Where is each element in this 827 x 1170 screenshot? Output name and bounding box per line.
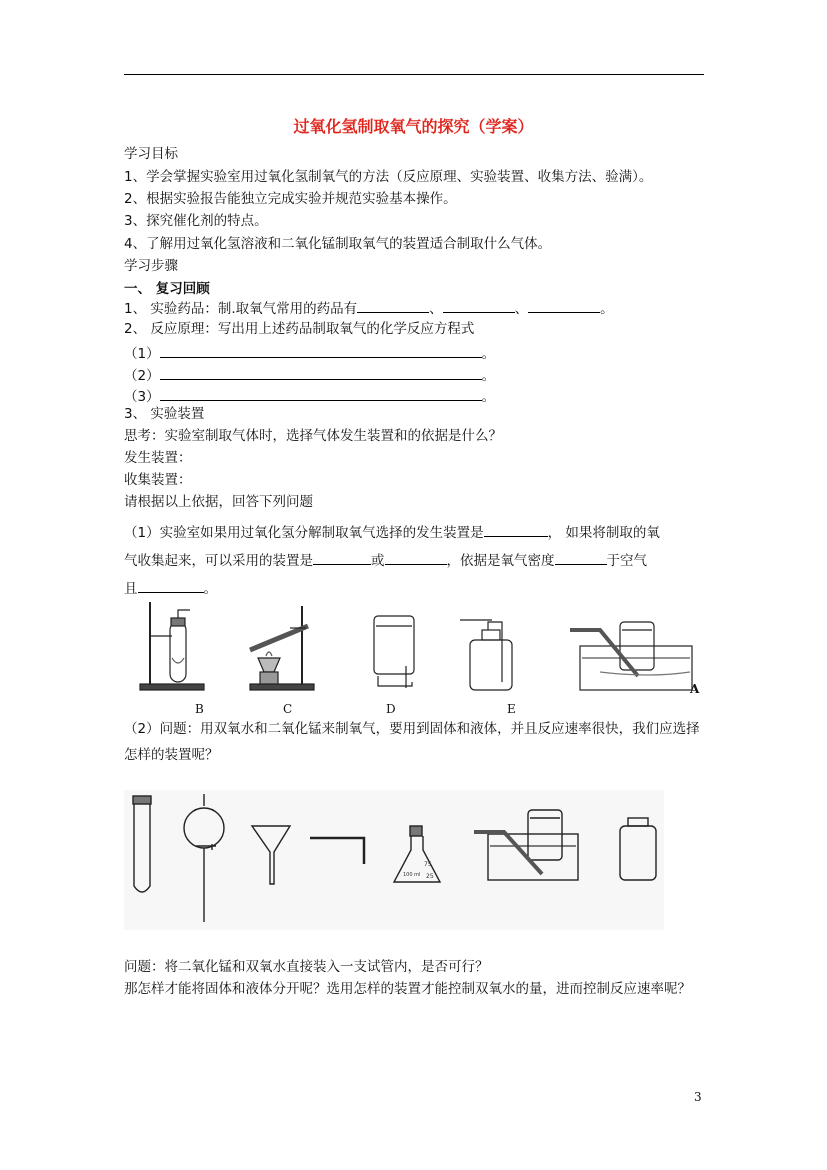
- equation-3-blank[interactable]: [160, 386, 482, 401]
- q1-blank-collector-2[interactable]: [385, 550, 447, 565]
- goal-1: 1、学会掌握实验室用过氧化氢制氧气的方法（反应原理、实验装置、收集方法、验满）。: [124, 169, 653, 185]
- device-label-e: E: [507, 702, 516, 716]
- steps-heading: 学习步骤: [124, 258, 178, 274]
- equation-1-blank[interactable]: [160, 343, 482, 358]
- question-3: 问题：将二氧化锰和双氧水直接装入一支试管内，是否可行？: [124, 959, 489, 975]
- equation-2-blank[interactable]: [160, 365, 482, 380]
- drug-end: 。: [600, 301, 614, 317]
- apparatus-figure-1: [130, 596, 710, 702]
- q1-blank-generator[interactable]: [484, 522, 548, 537]
- equation-3-number: （3）: [124, 389, 160, 405]
- question-4: 那怎样才能将固体和液体分开呢？选用怎样的装置才能控制双氧水的量，进而控制反应速率呢？: [124, 981, 691, 997]
- goals-heading: 学习目标: [124, 146, 178, 162]
- q1-blank-collector-1[interactable]: [313, 550, 371, 565]
- generation-device: 发生装置：: [124, 450, 192, 466]
- q1-text-7: 且: [124, 581, 138, 597]
- collection-device: 收集装置：: [124, 472, 192, 488]
- drug-blank-1[interactable]: [357, 298, 429, 313]
- equation-3: [124, 386, 495, 406]
- q1-blank-density[interactable]: [555, 550, 607, 565]
- equation-1: [124, 343, 495, 363]
- q1-text-1: （1）实验室如果用过氧化氢分解制取氧气选择的发生装置是: [124, 525, 484, 541]
- flask-mark-100ml: 100 ml: [403, 872, 421, 878]
- header-rule: [124, 74, 704, 75]
- question-1-line-2: [124, 550, 647, 570]
- drug-sep-2: 、: [514, 301, 529, 317]
- device-label-b: B: [195, 702, 204, 716]
- question-1-line-3: [124, 578, 217, 598]
- q1-text-2: ， 如果将制取的氧: [547, 525, 660, 541]
- device-label-d: D: [386, 702, 396, 716]
- q1-text-4: 或: [371, 553, 385, 569]
- principle-label: 2、 反应原理：写出用上述药品制取氧气的化学反应方程式: [124, 321, 475, 337]
- equation-2-number: （2）: [124, 368, 160, 384]
- q1-text-8: 。: [203, 581, 217, 597]
- q1-text-6: 于空气: [606, 553, 647, 569]
- q1-blank-property[interactable]: [138, 578, 204, 593]
- equation-2-end: 。: [481, 368, 496, 384]
- apparatus-figure-2: [124, 790, 664, 930]
- goal-3: 3、探究催化剂的特点。: [124, 213, 268, 229]
- instruction: 请根据以上依据，回答下列问题: [124, 494, 313, 510]
- question-2: （2）问题：用双氧水和二氧化锰来制氧气，要用到固体和液体，并且反应速率很快，我们应选择怎样的装置呢？: [124, 721, 700, 763]
- equation-2: [124, 365, 495, 385]
- flask-mark-25: 25: [426, 873, 434, 880]
- goal-4: 4、了解用过氧化氢溶液和二氧化锰制取氧气的装置适合制取什么气体。: [124, 236, 552, 252]
- device-label-a: A: [690, 682, 700, 696]
- drug-blank-3[interactable]: [528, 298, 600, 313]
- q1-text-5: ，依据是氧气密度: [446, 553, 555, 569]
- q1-text-3: 气收集起来，可以采用的装置是: [124, 553, 313, 569]
- device-label-c: C: [283, 702, 293, 716]
- goal-2: 2、根据实验报告能独立完成实验并规范实验基本操作。: [124, 191, 457, 207]
- equation-1-end: 。: [481, 346, 496, 362]
- drugs-line: [124, 298, 614, 318]
- flask-mark-75: 75: [424, 861, 432, 868]
- drug-sep-1: 、: [429, 301, 443, 317]
- drug-blank-2[interactable]: [443, 298, 515, 313]
- page-title: 过氧化氢制取氧气的探究（学案）: [293, 117, 534, 136]
- equation-3-end: 。: [481, 389, 496, 405]
- question-1-line-1: [124, 522, 660, 542]
- apparatus-label: 3、 实验装置: [124, 406, 205, 422]
- equation-1-number: （1）: [124, 346, 160, 362]
- review-heading: 一、 复习回顾: [124, 281, 210, 297]
- page-number: 3: [694, 1090, 702, 1104]
- drugs-label: 1、 实验药品：制.取氧气常用的药品有: [124, 301, 358, 317]
- think-question: 思考：实验室制取气体时，选择气体发生装置和的依据是什么？: [124, 428, 502, 444]
